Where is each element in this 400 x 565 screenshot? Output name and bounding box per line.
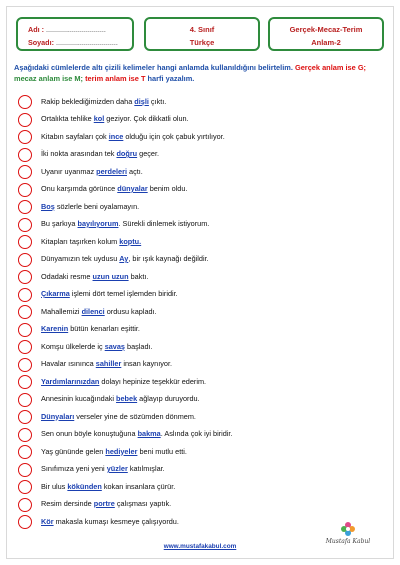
sentence-row — [12, 443, 382, 461]
answer-circle[interactable] — [18, 358, 32, 372]
sentence-row — [12, 373, 382, 391]
surname-line — [28, 38, 118, 47]
sentence-post: dolayı hepinize teşekkür ederim. — [99, 376, 207, 386]
answer-circle[interactable] — [18, 95, 32, 109]
sentence-pre: Sınıfımıza yeni yeni — [41, 464, 107, 473]
sentence-row — [12, 461, 382, 479]
sentence-text — [41, 482, 175, 491]
sentence-pre: Sen onun böyle konuştuğuna — [41, 429, 138, 438]
author-logo — [322, 521, 374, 551]
sentence-post: başladı. — [124, 341, 153, 351]
sentence-keyword: Dünyaları — [41, 411, 75, 421]
answer-circle[interactable] — [18, 113, 32, 127]
instruction-part-5: harfi yazalım. — [147, 74, 195, 83]
sentence-post: geziyor. Çok dikkatli olun. — [104, 114, 189, 123]
sentence-row — [12, 198, 382, 216]
answer-circle[interactable] — [18, 165, 32, 179]
sentence-text — [41, 237, 141, 246]
sentence-text — [41, 464, 165, 473]
answer-circle[interactable] — [18, 270, 32, 284]
answer-circle[interactable] — [18, 340, 32, 354]
sentence-post: katılmışlar. — [127, 464, 165, 473]
instruction-part-2: Gerçek anlam ise G; — [294, 63, 367, 72]
sentence-text — [41, 219, 209, 228]
sentence-pre: Uyanır uyanmaz — [41, 166, 97, 176]
sentence-list — [12, 93, 382, 531]
sentence-pre: Mahallemizi — [41, 306, 82, 316]
sentence-post: beni mutlu etti. — [137, 446, 187, 456]
sentence-row — [12, 93, 382, 111]
sentence-keyword: yüzler — [106, 464, 128, 473]
sentence-keyword: uzun uzun — [92, 271, 129, 281]
sentence-keyword: kol — [93, 114, 105, 123]
sentence-keyword: Çıkarma — [41, 289, 70, 298]
sentence-row — [12, 128, 382, 146]
author-signature: Mustafa Kabul — [325, 538, 371, 545]
sentence-text — [41, 289, 178, 298]
topic-box — [268, 17, 384, 51]
sentence-row — [12, 408, 382, 426]
sentence-row — [12, 163, 382, 181]
sentence-post: çalışması yaptık. — [114, 499, 172, 508]
sentence-row — [12, 391, 382, 409]
sentence-row — [12, 251, 382, 269]
sentence-keyword: Boş — [41, 201, 55, 211]
sentence-text — [41, 517, 179, 526]
sentence-text — [41, 412, 196, 421]
answer-circle[interactable] — [18, 218, 32, 232]
instruction-part-1: Aşağıdaki cümlelerde altı çizili kelimeler hangi anlamda kullanıldığını belirtelim. — [14, 63, 293, 72]
answer-circle[interactable] — [18, 445, 32, 459]
sentence-keyword: perdeleri — [96, 166, 127, 176]
sentence-keyword: sahiller — [95, 359, 122, 368]
sentence-keyword: bakma — [137, 429, 161, 438]
sentence-post: . Sürekli dinlemek istiyorum. — [118, 219, 210, 228]
answer-circle[interactable] — [18, 463, 32, 477]
sentence-keyword: Kör — [41, 516, 54, 526]
sentence-post: geçer. — [137, 149, 160, 158]
instruction-part-3: mecaz anlam ise M; — [14, 74, 84, 83]
sentence-text — [41, 149, 159, 158]
sentence-keyword: Ay — [119, 254, 129, 263]
grade-box — [144, 17, 260, 51]
sentence-post: sözlerle beni oyalamayın. — [54, 201, 140, 211]
sentence-row — [12, 303, 382, 321]
sentence-row — [12, 321, 382, 339]
footer-link[interactable]: www.mustafakabul.com — [163, 543, 237, 550]
sentence-text — [41, 272, 148, 281]
sentence-keyword: koptu. — [119, 236, 142, 246]
sentence-row — [12, 268, 382, 286]
sentence-text — [41, 447, 187, 456]
sentence-row — [12, 111, 382, 129]
answer-circle[interactable] — [18, 323, 32, 337]
sentence-pre: Kitabın sayfaları çok — [41, 131, 109, 141]
sentence-post: çıktı. — [148, 96, 167, 106]
sentence-text — [41, 499, 171, 508]
sentence-post: . Aslında çok iyi biridir. — [160, 429, 233, 438]
topic-subtitle: Anlam-2 — [311, 38, 341, 47]
answer-circle[interactable] — [18, 288, 32, 302]
answer-circle[interactable] — [18, 305, 32, 319]
sentence-row — [12, 233, 382, 251]
sentence-text — [41, 97, 166, 106]
name-dots: .............................. — [45, 25, 106, 34]
sentence-pre: Bir ulus — [41, 481, 68, 491]
name-label: Adı : — [28, 25, 44, 34]
sentence-text — [41, 429, 232, 438]
answer-circle[interactable] — [18, 130, 32, 144]
sentence-pre: Havalar ısınınca — [41, 359, 96, 368]
student-info-box — [16, 17, 134, 51]
sentence-pre: İki nokta arasından tek — [41, 149, 117, 158]
sentence-keyword: bebek — [116, 394, 138, 403]
sentence-keyword: Karenin — [41, 324, 69, 333]
sentence-text — [41, 184, 187, 193]
sentence-post: benim oldu. — [147, 184, 188, 193]
sentence-row — [12, 496, 382, 514]
sentence-keyword: savaş — [104, 341, 125, 351]
sentence-row — [12, 216, 382, 234]
instruction-text — [14, 62, 384, 84]
answer-circle[interactable] — [18, 200, 32, 214]
answer-circle[interactable] — [18, 480, 32, 494]
sentence-row — [12, 338, 382, 356]
sentence-pre: Rakip beklediğimizden daha — [41, 96, 135, 106]
sentence-text — [41, 114, 189, 123]
sentence-pre: Odadaki resme — [41, 271, 93, 281]
sentence-pre: Bu şarkıya — [41, 219, 78, 228]
answer-circle[interactable] — [18, 428, 32, 442]
sentence-pre: Ortalıkta tehlike — [41, 114, 94, 123]
sentence-keyword: dişli — [134, 96, 149, 106]
sentence-post: insan kaynıyor. — [121, 359, 173, 368]
sentence-text — [41, 394, 200, 403]
sentence-pre: Annesinin kucağındaki — [41, 394, 117, 403]
answer-circle[interactable] — [18, 253, 32, 267]
sentence-post: kokan insanlara çürür. — [101, 481, 176, 491]
sentence-post: açtı. — [126, 166, 143, 176]
sentence-pre: Yaş gününde gelen — [41, 446, 106, 456]
topic-title: Gerçek-Mecaz-Terim — [289, 25, 363, 34]
sentence-keyword: portre — [93, 499, 115, 508]
grade-label: 4. Sınıf — [189, 25, 215, 34]
sentence-post: ağlayıp duruyordu. — [137, 394, 200, 403]
sentence-post: olduğu için çok çabuk yırtılıyor. — [123, 131, 225, 141]
instruction-part-4: terim anlam ise T — [85, 74, 146, 83]
answer-circle[interactable] — [18, 410, 32, 424]
sentence-post: ordusu kapladı. — [104, 306, 157, 316]
sentence-post: bütün kenarları eşittir. — [68, 324, 140, 333]
sentence-text — [41, 324, 140, 333]
sentence-keyword: kökünden — [67, 481, 102, 491]
sentence-text — [41, 132, 225, 141]
sentence-post: makasla kumaşı kesmeye çalışıyordu. — [53, 516, 179, 526]
sentence-keyword: doğru — [116, 149, 138, 158]
sentence-text — [41, 167, 143, 176]
answer-circle[interactable] — [18, 183, 32, 197]
answer-circle[interactable] — [18, 498, 32, 512]
sentence-row — [12, 478, 382, 496]
sentence-post: , bir ışık kaynağı değildir. — [128, 254, 209, 263]
sentence-keyword: dünyalar — [117, 184, 148, 193]
sentence-pre: Kitapları taşırken kolum — [41, 236, 120, 246]
surname-label: Soyadı: — [28, 38, 54, 47]
name-line — [28, 25, 106, 34]
sentence-keyword: hediyeler — [105, 446, 138, 456]
sentence-pre: Resim dersinde — [41, 499, 94, 508]
flower-icon — [340, 521, 356, 537]
sentence-keyword: ince — [108, 131, 124, 141]
sentence-text — [41, 359, 172, 368]
sentence-post: işlemi dört temel işlemden biridir. — [69, 289, 178, 298]
sentence-text — [41, 342, 153, 351]
sentence-text — [41, 377, 206, 386]
worksheet-header — [16, 17, 384, 53]
answer-circle[interactable] — [18, 235, 32, 249]
surname-dots: ............................... — [55, 38, 118, 47]
sentence-row — [12, 146, 382, 164]
sentence-row — [12, 181, 382, 199]
sentence-row — [12, 286, 382, 304]
answer-circle[interactable] — [18, 148, 32, 162]
sentence-pre: Onu karşımda görünce — [41, 184, 118, 193]
sentence-keyword: bayılıyorum — [77, 219, 119, 228]
answer-circle[interactable] — [18, 515, 32, 529]
sentence-text — [41, 307, 157, 316]
sentence-keyword: dilenci — [81, 306, 105, 316]
sentence-keyword: Yardımlarınızdan — [41, 376, 100, 386]
answer-circle[interactable] — [18, 375, 32, 389]
sentence-pre: Dünyamızın tek uydusu — [41, 254, 120, 263]
sentence-text — [41, 254, 209, 263]
sentence-row — [12, 426, 382, 444]
sentence-row — [12, 356, 382, 374]
sentence-text — [41, 202, 139, 211]
sentence-post: baktı. — [128, 271, 149, 281]
answer-circle[interactable] — [18, 393, 32, 407]
sentence-pre: Komşu ülkelerde iç — [41, 341, 105, 351]
sentence-post: verseler yine de sözümden dönmem. — [74, 411, 196, 421]
subject-label: Türkçe — [189, 38, 215, 47]
